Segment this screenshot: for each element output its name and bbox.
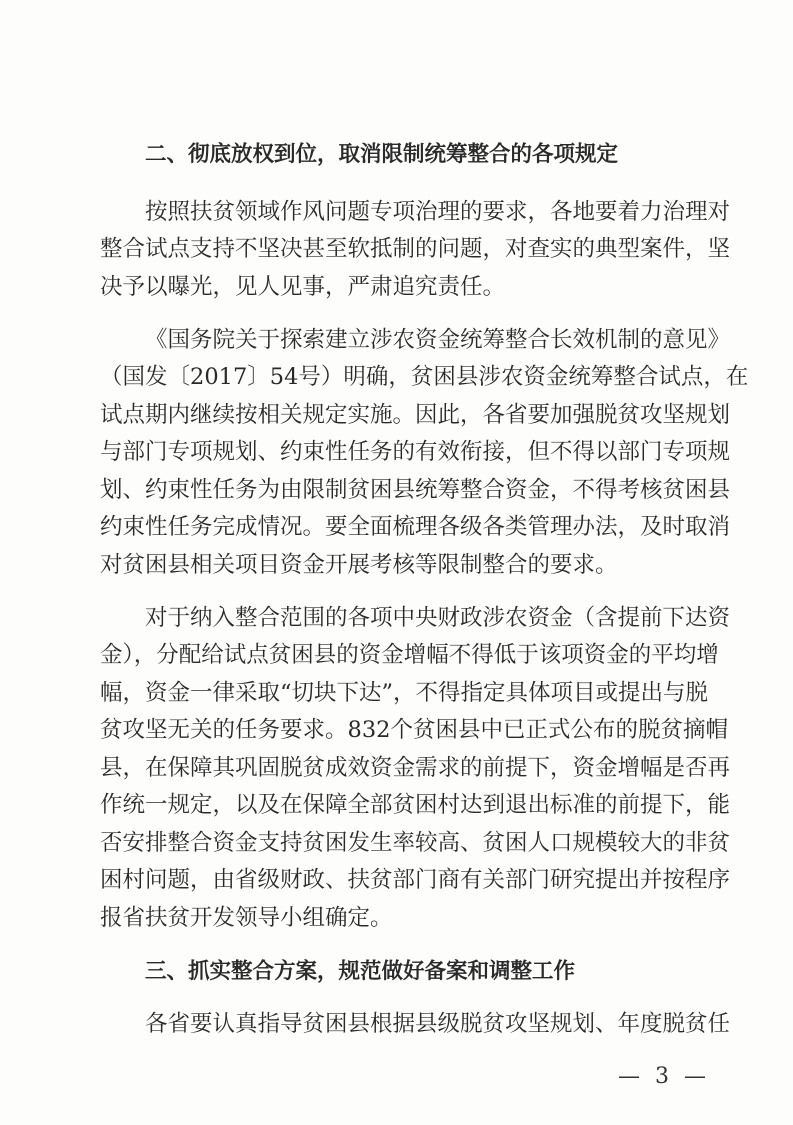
text-line: 报省扶贫开发领导小组确定。	[100, 904, 393, 931]
paragraph	[100, 1006, 731, 1044]
text-line: 否安排整合资金支持贫困发生率较高、贫困人口规模较大的非贫	[100, 829, 731, 856]
text-line: 决予以曝光，见人见事，严肃追究责任。	[100, 273, 506, 300]
text-line: 试点期内继续按相关规定实施。因此，各省要加强脱贫攻坚规划	[100, 401, 731, 428]
text-line: 金），分配给试点贫困县的资金增幅不得低于该项资金的平均增	[100, 642, 719, 668]
text-line: 划、约束性任务为由限制贫困县统筹整合资金，不得考核贫困县	[100, 476, 731, 503]
text-line: 困村问题，由省级财政、扶贫部门商有关部门研究提出并按程序	[100, 867, 731, 893]
text-line: 对于纳入整合范围的各项中央财政涉农资金（含提前下达资	[145, 604, 731, 631]
heading-text: 三、抓实整合方案，规范做好备案和调整工作	[145, 958, 576, 984]
text-line: 整合试点支持不坚决甚至软抵制的问题，对查实的典型案件，坚	[100, 236, 731, 262]
text-line: 作统一规定，以及在保障全部贫困村达到退出标准的前提下，能	[100, 792, 731, 818]
text-line: 《国务院关于探索建立涉农资金统筹整合长效机制的意见》	[145, 326, 731, 353]
section-heading	[100, 953, 700, 991]
paragraph	[100, 194, 731, 307]
paragraph	[100, 322, 749, 585]
section-heading	[100, 136, 700, 174]
heading-text: 二、彻底放权到位，取消限制统筹整合的各项规定	[145, 142, 619, 167]
text-line: 对贫困县相关项目资金开展考核等限制整合的要求。	[100, 551, 618, 578]
text-line: 各省要认真指导贫困县根据县级脱贫攻坚规划、年度脱贫任	[145, 1010, 731, 1037]
document-body	[100, 136, 749, 1043]
text-line: 约束性任务完成情况。要全面梳理各级各类管理办法，及时取消	[100, 514, 731, 540]
text-line: （国发〔2017〕54号）明确，贫困县涉农资金统筹整合试点，在	[100, 364, 749, 390]
paragraph	[100, 600, 731, 938]
text-line: 幅，资金一律采取“切块下达”，不得指定具体项目或提出与脱	[100, 679, 709, 706]
text-line: 县，在保障其巩固脱贫成效资金需求的前提下，资金增幅是否再	[100, 754, 731, 781]
text-line: 按照扶贫领域作风问题专项治理的要求，各地要着力治理对	[145, 198, 731, 225]
page-number: — 3 —	[618, 1064, 710, 1089]
text-line: 与部门专项规划、约束性任务的有效衔接，但不得以部门专项规	[100, 439, 731, 465]
text-line: 贫攻坚无关的任务要求。832个贫困县中已正式公布的脱贫摘帽	[100, 717, 728, 743]
